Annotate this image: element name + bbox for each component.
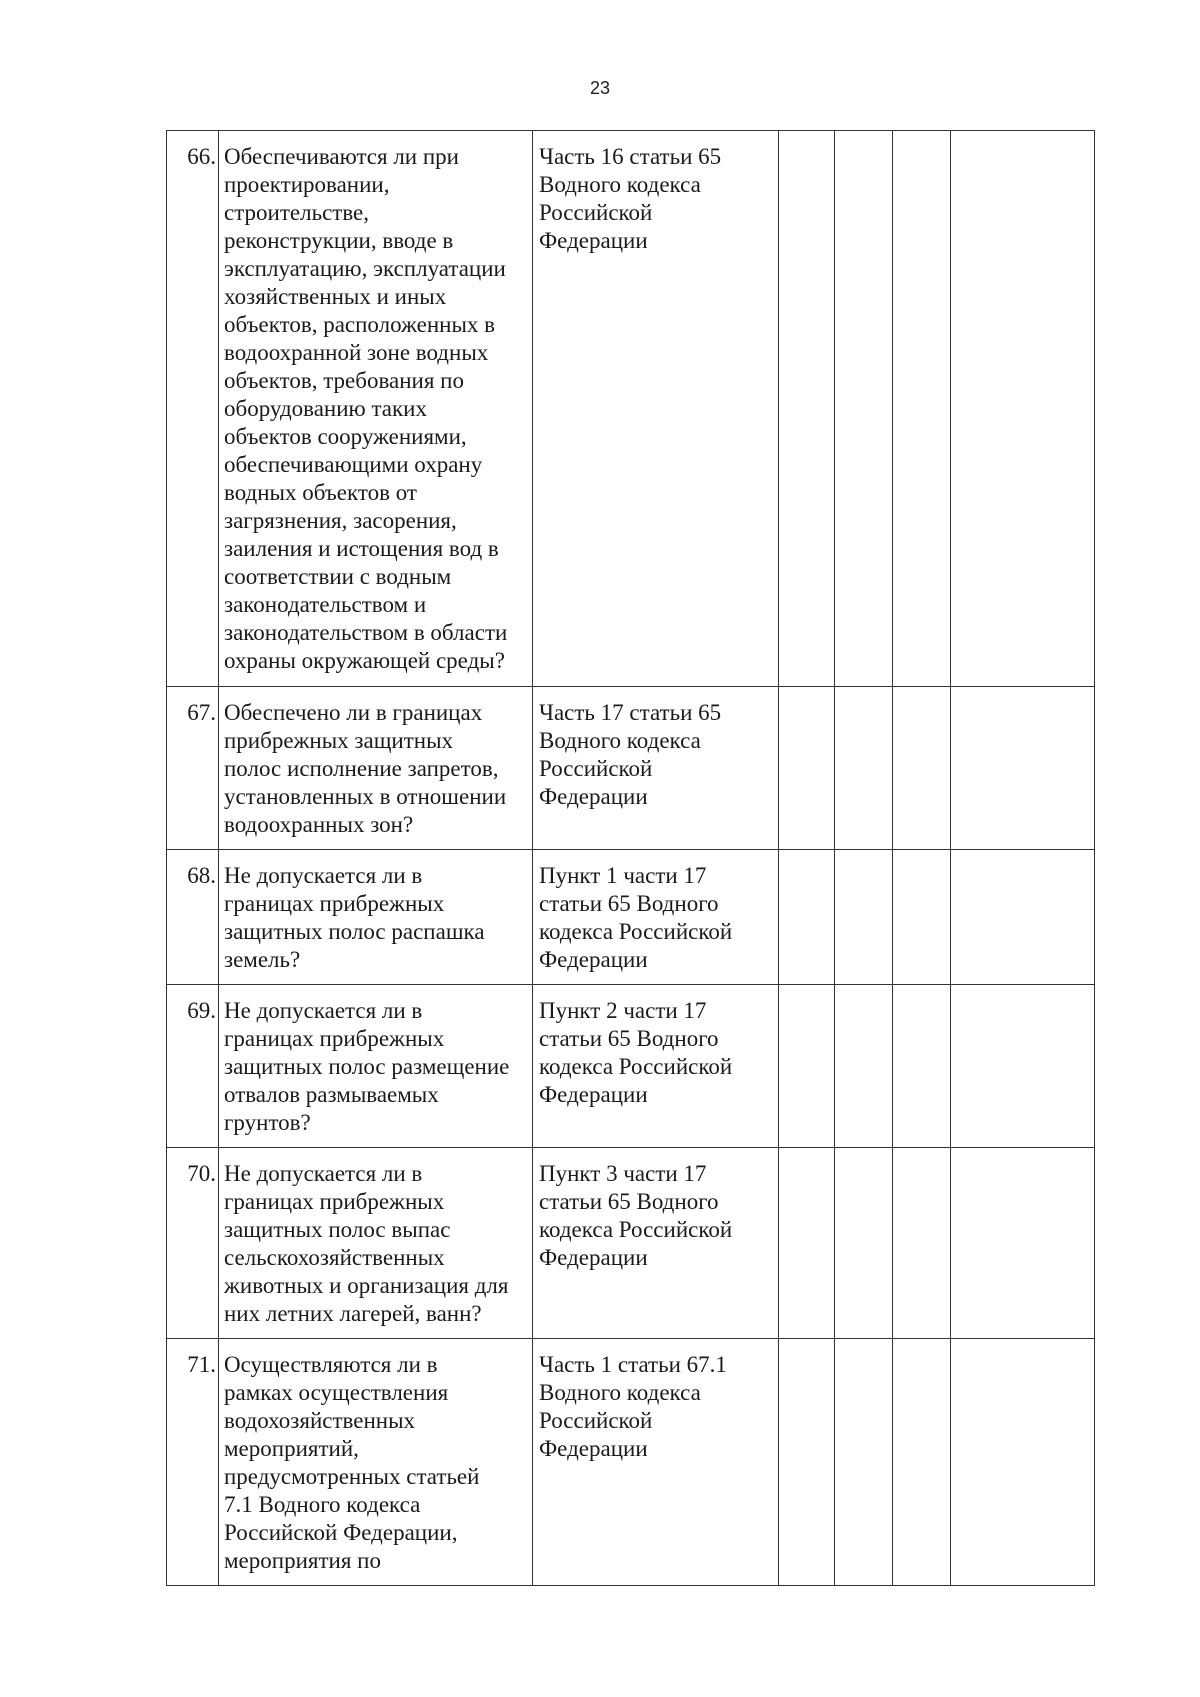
legal-reference: Пункт 3 части 17 статьи 65 Водного кодекса Российской Федерации <box>533 1148 779 1339</box>
answer-cell-yes[interactable] <box>779 850 835 985</box>
row-number: 68. <box>167 850 219 985</box>
question-text: Не допускается ли в границах прибрежных защитных полос распашка земель? <box>219 850 533 985</box>
legal-reference: Пункт 1 части 17 статьи 65 Водного кодекса Российской Федерации <box>533 850 779 985</box>
note-cell[interactable] <box>951 131 1095 687</box>
answer-cell-not-applicable[interactable] <box>893 131 951 687</box>
answer-cell-no[interactable] <box>835 131 893 687</box>
answer-cell-no[interactable] <box>835 985 893 1148</box>
answer-cell-yes[interactable] <box>779 131 835 687</box>
table-row <box>167 131 1095 687</box>
answer-cell-yes[interactable] <box>779 1148 835 1339</box>
answer-cell-not-applicable[interactable] <box>893 850 951 985</box>
note-cell[interactable] <box>951 985 1095 1148</box>
legal-reference: Часть 1 статьи 67.1 Водного кодекса Российской Федерации <box>533 1339 779 1586</box>
note-cell[interactable] <box>951 1148 1095 1339</box>
table-row <box>167 1339 1095 1586</box>
note-cell[interactable] <box>951 850 1095 985</box>
row-number: 67. <box>167 687 219 850</box>
question-text: Не допускается ли в границах прибрежных защитных полос выпас сельскохозяйственных животных и организация для них летних лагерей, ванн? <box>219 1148 533 1339</box>
answer-cell-not-applicable[interactable] <box>893 985 951 1148</box>
legal-reference: Часть 16 статьи 65 Водного кодекса Российской Федерации <box>533 131 779 687</box>
answer-cell-yes[interactable] <box>779 1339 835 1586</box>
table-row <box>167 687 1095 850</box>
row-number: 66. <box>167 131 219 687</box>
answer-cell-not-applicable[interactable] <box>893 687 951 850</box>
answer-cell-yes[interactable] <box>779 985 835 1148</box>
row-number: 70. <box>167 1148 219 1339</box>
question-text: Осуществляются ли в рамках осуществления водохозяйственных мероприятий, предусмотренных статьей 7.1 Водного кодекса Российской Федерации, мероприятия по <box>219 1339 533 1586</box>
row-number: 69. <box>167 985 219 1148</box>
table-row <box>167 850 1095 985</box>
question-text: Не допускается ли в границах прибрежных защитных полос размещение отвалов размываемых грунтов? <box>219 985 533 1148</box>
legal-reference: Пункт 2 части 17 статьи 65 Водного кодекса Российской Федерации <box>533 985 779 1148</box>
legal-reference: Часть 17 статьи 65 Водного кодекса Российской Федерации <box>533 687 779 850</box>
answer-cell-no[interactable] <box>835 850 893 985</box>
answer-cell-not-applicable[interactable] <box>893 1339 951 1586</box>
page-number: 23 <box>589 78 611 98</box>
row-number: 71. <box>167 1339 219 1586</box>
table-row <box>167 985 1095 1148</box>
note-cell[interactable] <box>951 1339 1095 1586</box>
table-row <box>167 1148 1095 1339</box>
answer-cell-no[interactable] <box>835 1148 893 1339</box>
note-cell[interactable] <box>951 687 1095 850</box>
question-text: Обеспечиваются ли при проектировании, строительстве, реконструкции, вводе в эксплуатацию, эксплуатации хозяйственных и иных объектов, расположенных в водоохранной зоне водных объектов, требования по оборудованию таких объектов сооружениями, обеспечивающими охрану водных объектов от загрязнения, засорения, заиления и истощения вод в соответствии с водным законодательством и законодательством в области охраны окружающей среды? <box>219 131 533 687</box>
answer-cell-yes[interactable] <box>779 687 835 850</box>
checklist-table <box>166 130 1095 1586</box>
question-text: Обеспечено ли в границах прибрежных защитных полос исполнение запретов, установленных в отношении водоохранных зон? <box>219 687 533 850</box>
answer-cell-no[interactable] <box>835 1339 893 1586</box>
answer-cell-no[interactable] <box>835 687 893 850</box>
answer-cell-not-applicable[interactable] <box>893 1148 951 1339</box>
